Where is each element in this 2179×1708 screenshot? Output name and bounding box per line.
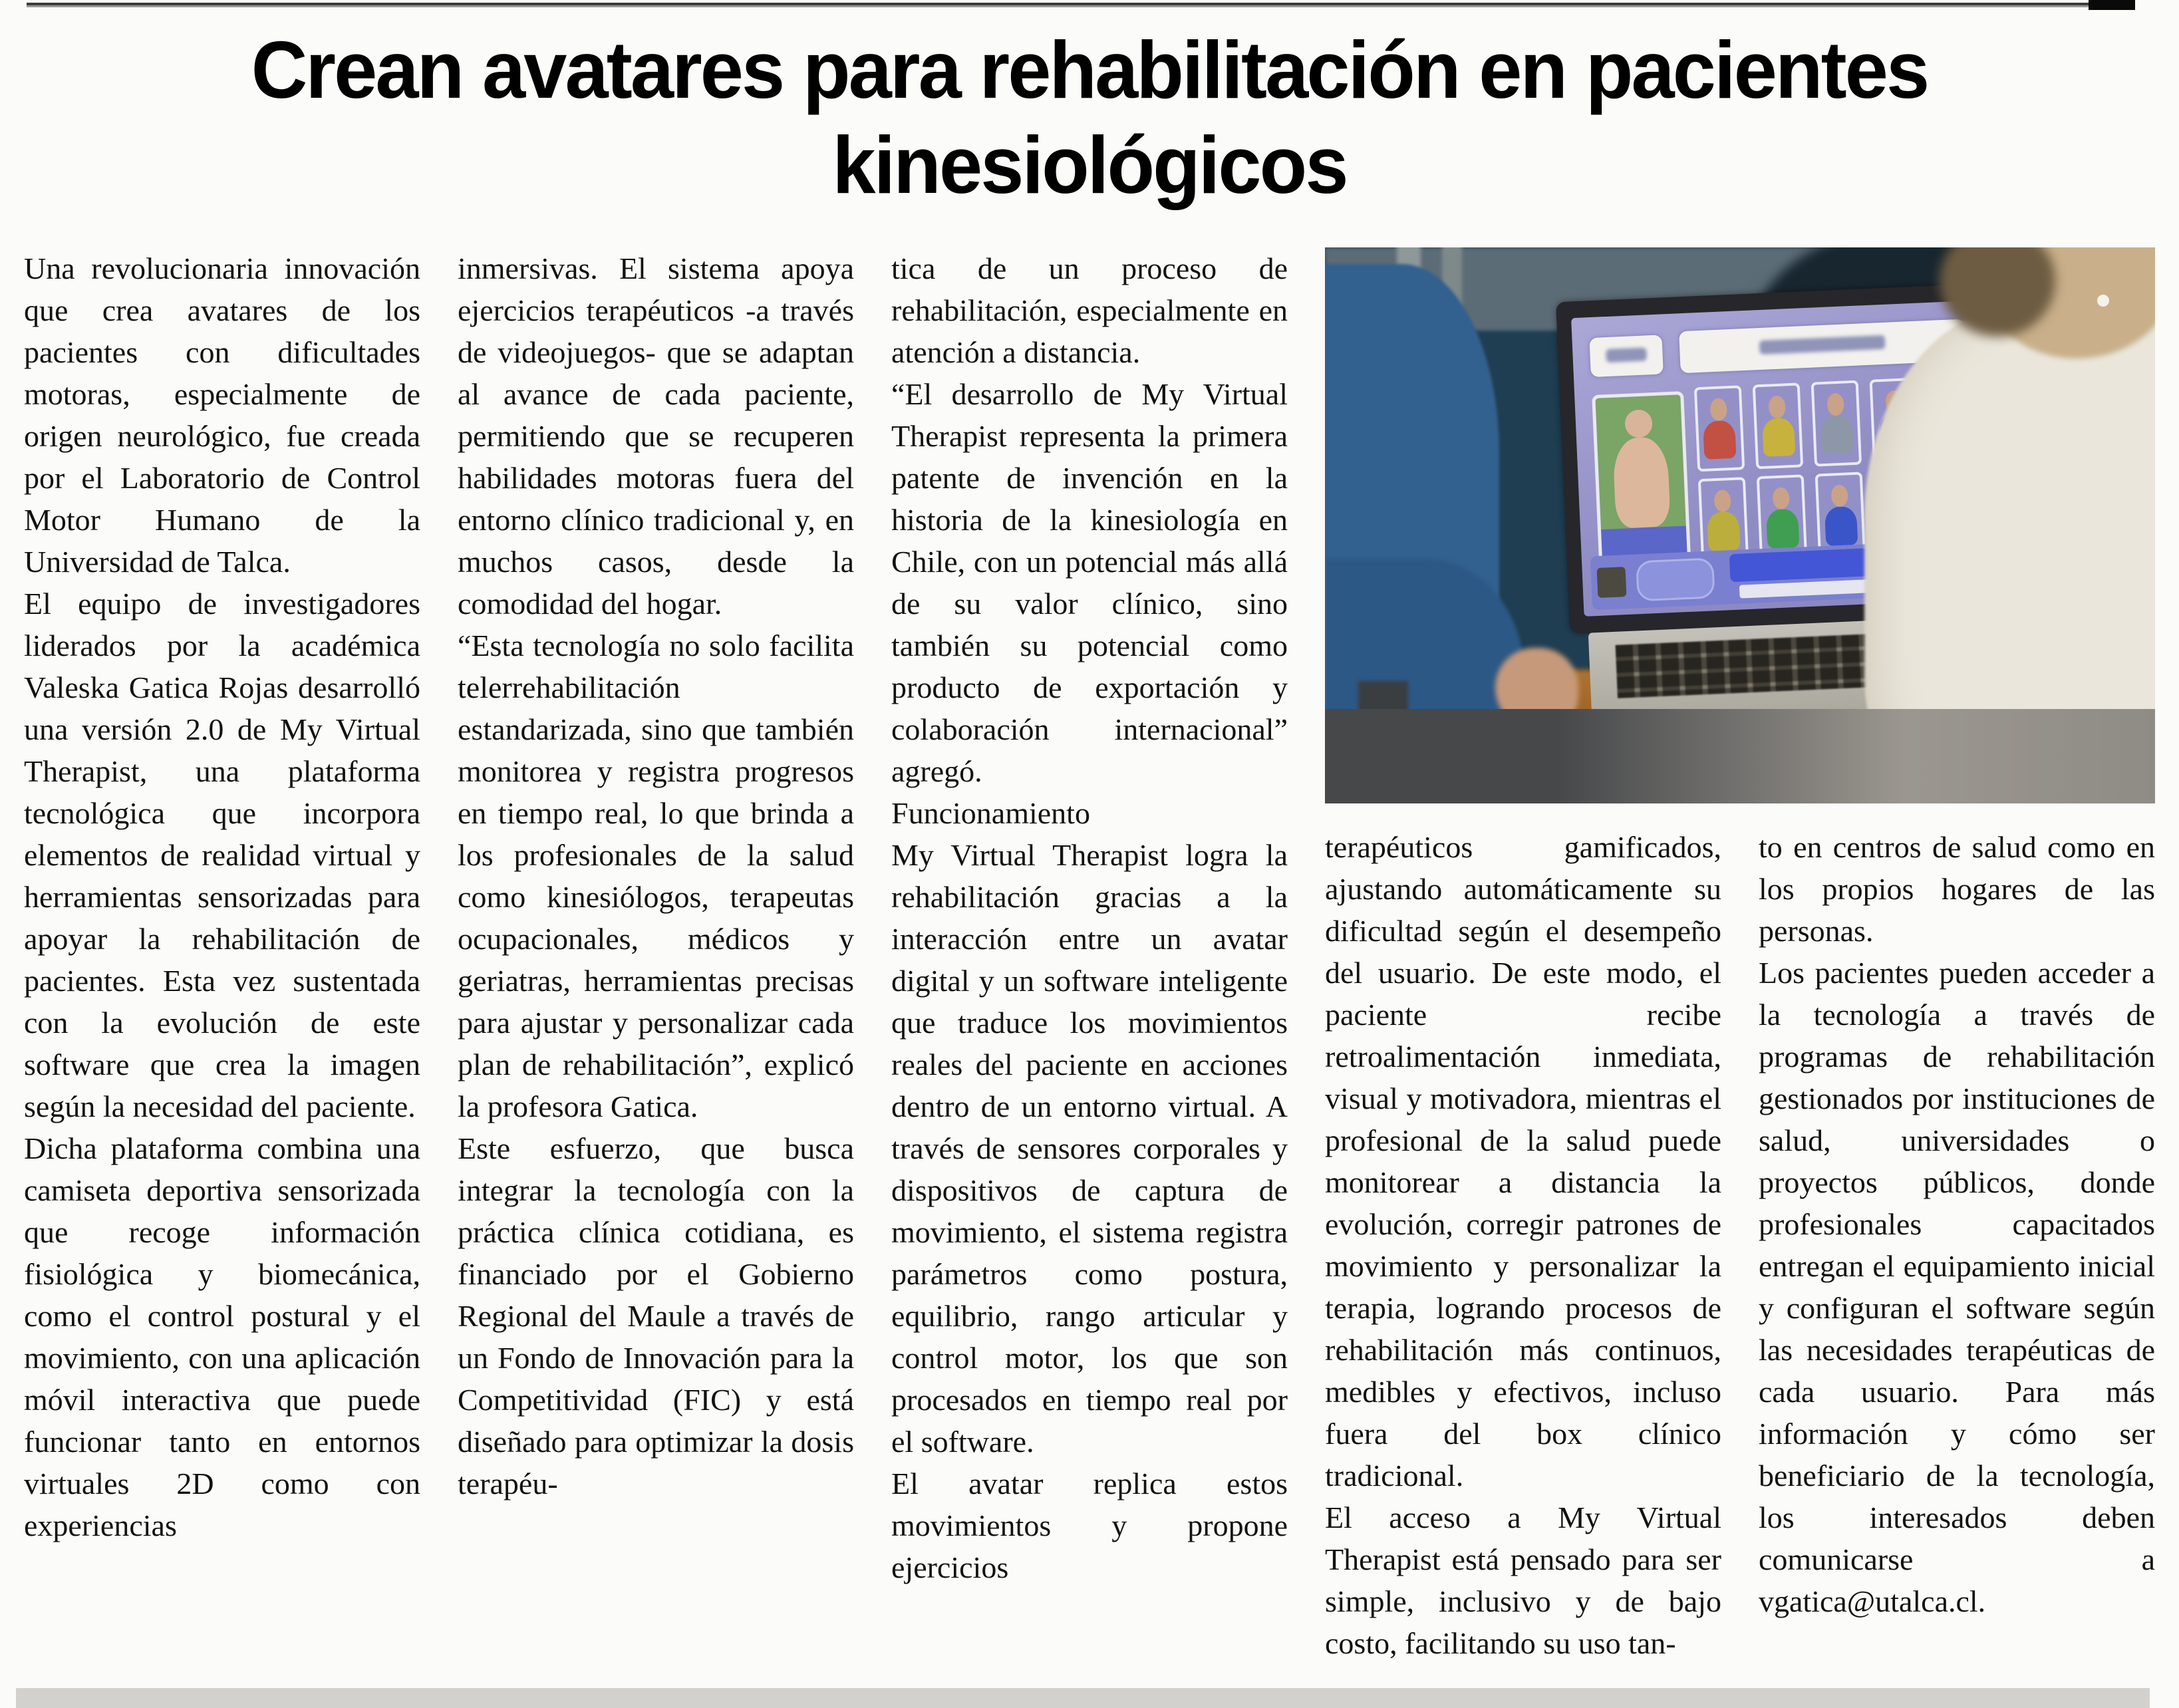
avatar-thumbnail	[1694, 385, 1745, 472]
avatar-head	[1624, 409, 1653, 438]
headline-line-2: kinesiológicos	[832, 119, 1347, 210]
footer-purple-button	[1636, 557, 1715, 601]
masthead-rule	[27, 3, 2089, 7]
paragraph: El acceso a My Virtual Therapist está pensado para ser simple, inclusivo y de bajo costo, facilitando su uso tan-	[1325, 1500, 1721, 1660]
screen-tab-pill	[1589, 335, 1664, 377]
paragraph: “El desarrollo de My Virtual Therapist representa la primera patente de invención en la historia de la kinesiología en Chile, con un potencial más allá de su valor clínico, sino también su potencial como producto de exportación y colaboración internacional” agregó.	[891, 377, 1288, 788]
paragraph: “Esta tecnología no solo facilita telerrehabilitación estandarizada, sino que también monitorea y registra progresos en tiempo real, lo que brinda a los profesionales de la salud como kinesiólogos, terapeutas ocupacionales, médicos y geriatras, herramientas precisas para ajustar y personalizar cada plan de rehabilitación”, explicó la profesora Gatica.	[458, 629, 854, 1123]
paragraph: to en centros de salud como en los propios hogares de las personas.	[1759, 830, 2155, 948]
corner-ink-block	[2089, 0, 2135, 10]
selected-avatar-card	[1592, 391, 1691, 575]
paragraph: terapéuticos gamificados, ajustando automáticamente su dificultad según el desempeño del usuario. De este modo, el paciente recibe retroalimentación inmediata, visual y motivadora, mientras el profesional de la salud puede monitorear a distancia la evolución, corregir patrones de movimiento y personalizar la terapia, logrando procesos de rehabilitación más continuos, medibles y efectivos, incluso fuera del box clínico tradicional.	[1325, 830, 1721, 1493]
paragraph: inmersivas. El sistema apoya ejercicios terapéuticos -a través de videojuegos- que se adaptan al avance de cada paciente, permitiendo que se recuperen habilidades motoras fuera del entorno clínico tradicional y, en muchos casos, desde la comodidad del hogar.	[458, 251, 854, 621]
avatar-thumbnail	[1811, 380, 1862, 467]
blurred-text	[1759, 335, 1886, 355]
article-column-4	[1325, 826, 1721, 1664]
avatar-torso	[1612, 436, 1671, 529]
paragraph: Una revolucionaria innovación que crea avatares de los pacientes con dificultades motoras, especialmente de origen neurológico, fue creada por el Laboratorio de Control Motor Humano de la Universidad de Talca.	[24, 251, 420, 579]
bottom-gray-bar	[16, 1688, 2150, 1708]
article-column-3	[891, 247, 1288, 1652]
footer-dark-button	[1596, 567, 1626, 598]
subheading-funcionamiento: Funcionamiento	[891, 796, 1090, 830]
article-column-2	[458, 247, 854, 1652]
paragraph: Los pacientes pueden acceder a la tecnología a través de programas de rehabilitación gestionados por instituciones de salud, universidades o proyectos públicos, donde profesionales capacitados entregan el equipamiento inicial y configuran el software según las necesidades terapéuticas de cada usuario. Para más información y cómo ser beneficiario de la tecnología, los interesados deben comunicarse a vgatica@utalca.cl.	[1759, 956, 2155, 1618]
paragraph: My Virtual Therapist logra la rehabilitación gracias a la interacción entre un avatar digital y un software inteligente que traduce los movimientos reales del paciente en acciones dentro de un entorno virtual. A través de sensores corporales y dispositivos de captura de movimiento, el sistema registra parámetros como postura, equilibrio, rango articular y control motor, los que son procesados en tiempo real por el software.	[891, 838, 1288, 1459]
headline	[44, 23, 2136, 212]
paragraph: tica de un proceso de rehabilitación, especialmente en atención a distancia.	[891, 251, 1288, 369]
article-column-5	[1759, 826, 2155, 1664]
paragraph: El avatar replica estos movimientos y propone ejercicios	[891, 1467, 1288, 1584]
paragraph: Dicha plataforma combina una camiseta deportiva sensorizada que recoge información fisiológica y biomecánica, como el control postural y el movimiento, con una aplicación móvil interactiva que puede funcionar tanto en entornos virtuales 2D como con experiencias	[24, 1131, 420, 1542]
article-photo	[1325, 247, 2155, 803]
headline-line-1: Crean avatares para rehabilitación en pacientes	[251, 25, 1928, 115]
paragraph: El equipo de investigadores liderados por la académica Valeska Gatica Rojas desarrolló una versión 2.0 de My Virtual Therapist, una plataforma tecnológica que incorpora elementos de realidad virtual y herramientas sensorizadas para apoyar la rehabilitación de pacientes. Esta vez sustentada con la evolución de este software que crea la imagen según la necesidad del paciente.	[24, 587, 420, 1123]
paragraph: Este esfuerzo, que busca integrar la tecnología con la práctica clínica cotidiana, es financiado por el Gobierno Regional del Maule a través de un Fondo de Innovación para la Competitividad (FIC) y está diseñado para optimizar la dosis terapéu-	[458, 1131, 854, 1500]
blurred-text	[1606, 347, 1647, 362]
avatar-thumbnail	[1753, 382, 1804, 469]
footer-white-stripe	[1739, 579, 1883, 598]
foreground-strip	[1325, 709, 2155, 803]
article-column-1	[24, 247, 420, 1652]
